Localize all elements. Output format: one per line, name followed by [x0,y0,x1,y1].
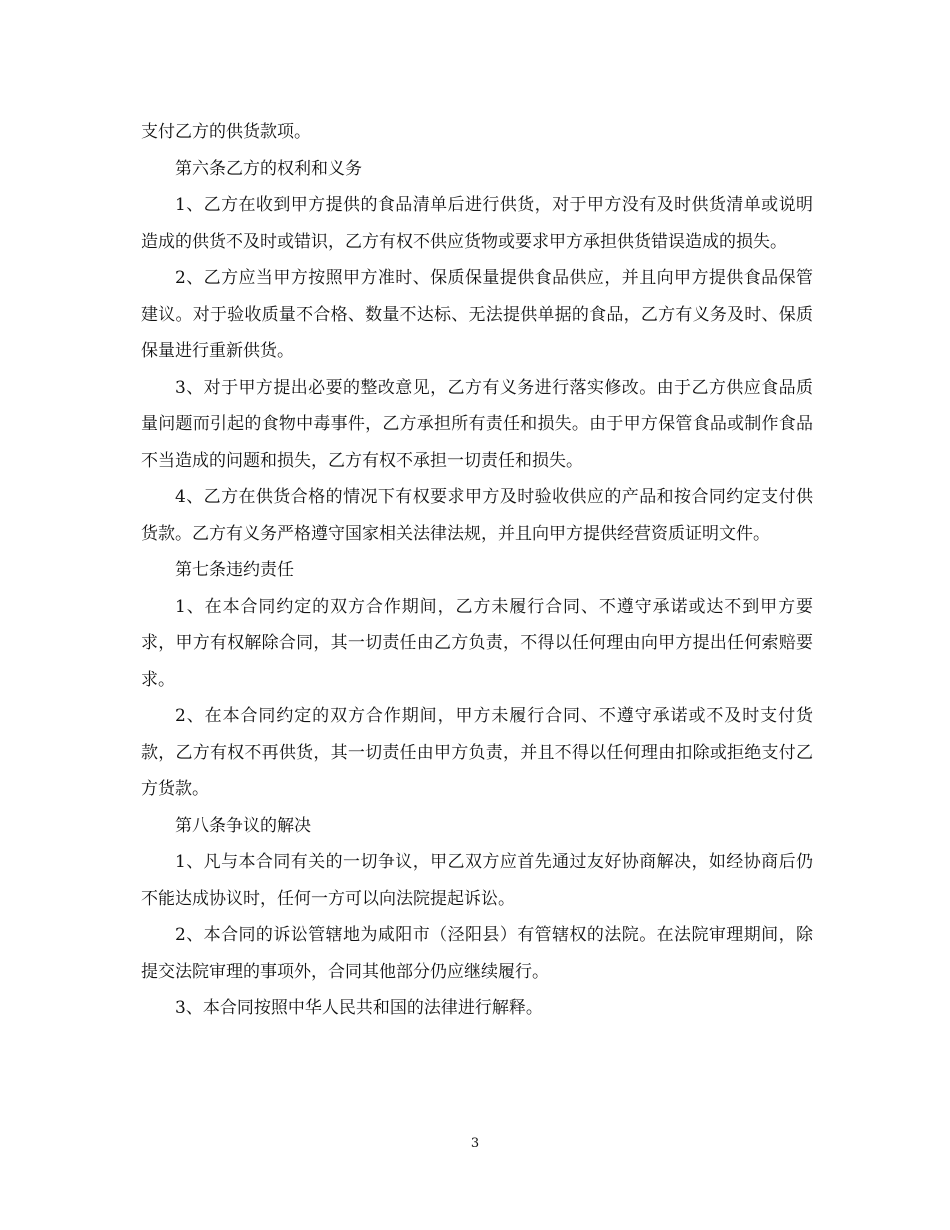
contract-body [141,114,813,1027]
article-8-clause-1: 1、凡与本合同有关的一切争议，甲乙双方应首先通过友好协商解决，如经协商后仍不能达成协议时，任何一方可以向法院提起诉讼。 [141,852,813,909]
article-6-heading: 第六条乙方的权利和义务 [175,158,362,179]
article-6-clause-4: 4、乙方在供货合格的情况下有权要求甲方及时验收供应的产品和按合同约定支付供货款。乙方有义务严格遵守国家相关法律法规，并且向甲方提供经营资质证明文件。 [141,487,813,544]
article-6-clause-3: 3、对于甲方提出必要的整改意见，乙方有义务进行落实修改。由于乙方供应食品质量问题而引起的食物中毒事件，乙方承担所有责任和损失。由于甲方保管食品或制作食品不当造成的问题和损失，乙方有权不承担一切责任和损失。 [141,377,813,471]
page-number: 3 [470,1136,480,1151]
article-8-clause-2: 2、本合同的诉讼管辖地为咸阳市（泾阳县）有管辖权的法院。在法院审理期间，除提交法院审理的事项外，合同其他部分仍应继续履行。 [141,925,813,982]
article-6-clause-1: 1、乙方在收到甲方提供的食品清单后进行供货，对于甲方没有及时供货清单或说明造成的供货不及时或错识，乙方有权不供应货物或要求甲方承担供货错误造成的损失。 [141,195,813,252]
article-7-heading: 第七条违约责任 [175,560,294,580]
article-7-clause-1: 1、在本合同约定的双方合作期间，乙方未履行合同、不遵守承诺或达不到甲方要求，甲方有权解除合同，其一切责任由乙方负责，不得以任何理由向甲方提出任何索赔要求。 [141,596,813,690]
article-8-heading: 第八条争议的解决 [175,815,311,836]
paragraph-payment-continuation: 支付乙方的供货款项。 [141,122,311,142]
article-6-clause-2: 2、乙方应当甲方按照甲方准时、保质保量提供食品供应，并且向甲方提供食品保管建议。对于验收质量不合格、数量不达标、无法提供单据的食品，乙方有义务及时、保质保量进行重新供货。 [141,268,813,361]
article-8-clause-3: 3、本合同按照中华人民共和国的法律进行解释。 [175,998,543,1018]
article-7-clause-2: 2、在本合同约定的双方合作期间，甲方未履行合同、不遵守承诺或不及时支付货款，乙方有权不再供货，其一切责任由甲方负责，并且不得以任何理由扣除或拒绝支付乙方货款。 [141,706,813,799]
